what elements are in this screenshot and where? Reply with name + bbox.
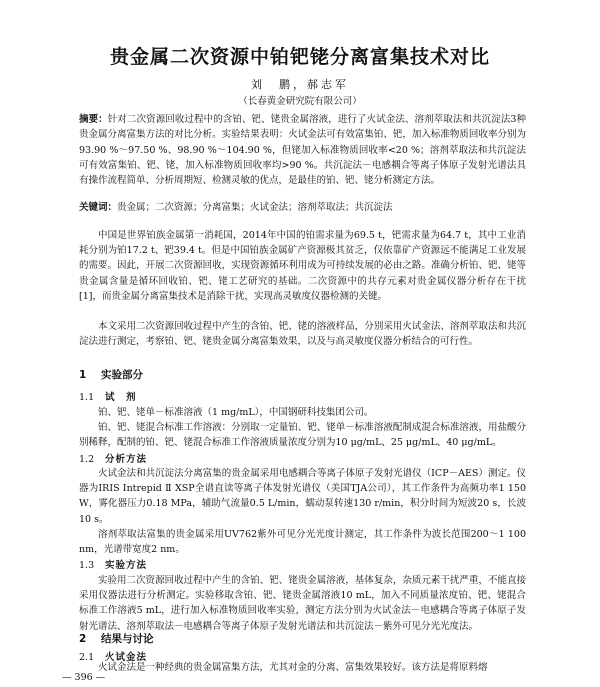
abstract	[79, 112, 526, 188]
abstract-label: 摘要：	[79, 114, 108, 125]
subsection-heading-2-1: 2.1 火试金法	[79, 652, 148, 663]
subsection-heading-1-2: 1.2 分析方法	[79, 454, 148, 465]
page-number: — 396 —	[62, 672, 106, 683]
subsection-heading-1-3: 1.3 实验方法	[79, 560, 148, 571]
subsection-heading-1-1: 1.1 试 剂	[79, 392, 137, 403]
paper-affiliation: （长春黄金研究院有限公司）	[238, 96, 362, 107]
keywords-text: 贵金属；二次资源；分离富集；火试金法；溶剂萃取法；共沉淀法	[117, 202, 393, 213]
intro-paragraph-2: 本文采用二次资源回收过程中产生的含铂、钯、铑的溶液样品，分别采用火试金法、溶剂萃取法和共沉淀法进行测定，考察铂、钯、铑贵金属分离富集效果，以及与高灵敏度仪器分析结合的可行性。	[79, 321, 526, 348]
analysis-paragraph-2: 溶剂萃取法富集的贵金属采用UV762紫外可见分光光度计测定，其工作条件为波长范围200～1 100 nm，光谱带宽度2 nm。	[79, 529, 526, 556]
intro-paragraph-1: 中国是世界铂族金属第一消耗国，2014年中国的铂需求量为69.5 t，钯需求量为64.7 t，其中工业消耗分别为铂17.2 t、钯39.4 t。但是中国铂族金属矿产资源极其贫乏，仅依靠矿产资源远不能满足工业发展的需要。因此，开展二次资源回收，实现资源循环利用成为可持续发展的必由之路。准确分析铂、钯、铑等贵金属含量是循环回收铂、钯、铑工艺研究的基础。二次资源中的共存元素对贵金属仪器分析存在干扰[1]，而贵金属分离富集技术是消除干扰，实现高灵敏度仪器检测的关键。	[79, 230, 526, 302]
section-heading-1: 1 实验部分	[79, 369, 143, 381]
analysis-paragraph-1: 火试金法和共沉淀法分离富集的贵金属采用电感耦合等离子体原子发射光谱仪（ICP－AES）测定。仪器为IRIS Intrepid Ⅱ XSP全谱直读等离子体发射光谱仪（美国TJA公司），其工作条件为高频功率1 150 W，雾化器压力0.18 MPa，辅助气流量0.5 L/min，蠕动泵转速130 r/min，积分时间为短波20 s，长波10 s。	[79, 468, 526, 525]
method-paragraph: 实验用二次资源回收过程中产生的含铂、钯、铑贵金属溶液，基体复杂，杂质元素干扰严重，不能直接采用仪器法进行分析测定。实验移取含铂、钯、铑贵金属溶液10 mL，加入不同质量浓度铂、钯、铑混合标准工作溶液5 mL，进行加入标准物质回收率实验，测定方法分别为火试金法－电感耦合等离子体原子发射光谱法、溶剂萃取法－电感耦合等离子体原子发射光谱法和共沉淀法－紫外可见分光光度法。	[79, 575, 526, 632]
fire-assay-paragraph: 火试金法是一种经典的贵金属富集方法，尤其对金的分离、富集效果较好。该方法是将原料熔	[98, 662, 488, 672]
keywords-label: 关键词：	[79, 202, 118, 213]
keywords	[79, 199, 526, 213]
reagents-paragraph-2: 铂、钯、铑混合标准工作溶液：分别取一定量铂、钯、铑单－标准溶液配制成混合标准溶液，用盐酸分别稀释，配制的铂、钯、铑混合标准工作溶液质量浓度分别为10 μg/mL、25 μg/mL、40 μg/mL。	[79, 422, 526, 449]
abstract-text: 针对二次资源回收过程中的含铂、钯、铑贵金属溶液，进行了火试金法、溶剂萃取法和共沉淀法3种贵金属分离富集方法的对比分析。实验结果表明：火试金法可有效富集铂、钯，加入标准物质回收率分别为93.90 %～97.50 %、98.90 %～104.90 %，但铑加入标准物质回收率<20 %；溶剂萃取法和共沉淀法可有效富集铂、钯、铑，加入标准物质回收率均>90 %。共沉淀法－电感耦合等离子体原子发射光谱法具有操作流程简单、分析周期短、检测灵敏的优点，是最佳的铂、钯、铑分析测定方法。	[79, 114, 526, 187]
paper-title: 贵金属二次资源中铂钯铑分离富集技术对比	[109, 46, 490, 68]
paper-authors: 刘 鹏，郝志军	[251, 78, 349, 91]
reagents-paragraph-1: 铂、钯、铑单－标准溶液（1 mg/mL），中国钢研科技集团公司。	[98, 407, 374, 418]
section-heading-2: 2 结果与讨论	[79, 633, 154, 645]
